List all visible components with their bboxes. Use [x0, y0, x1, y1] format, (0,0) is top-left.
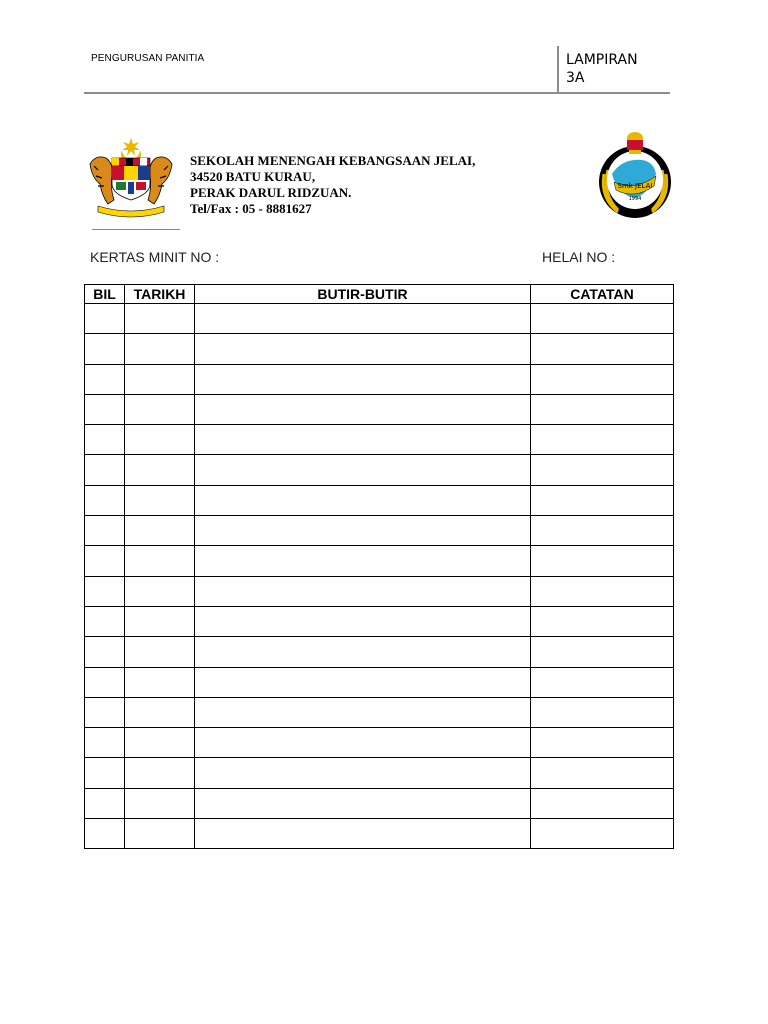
malaysia-coat-of-arms-icon [84, 136, 178, 220]
catatan-cell[interactable] [531, 364, 674, 394]
butir-butir-cell[interactable] [195, 425, 531, 455]
tarikh-cell[interactable] [125, 516, 195, 546]
tarikh-cell[interactable] [125, 546, 195, 576]
tarikh-cell[interactable] [125, 394, 195, 424]
bil-cell[interactable] [85, 758, 125, 788]
catatan-cell[interactable] [531, 304, 674, 334]
butir-butir-cell[interactable] [195, 455, 531, 485]
butir-butir-cell[interactable] [195, 788, 531, 818]
catatan-cell[interactable] [531, 819, 674, 849]
table-row [85, 334, 674, 364]
butir-butir-cell[interactable] [195, 606, 531, 636]
table-row [85, 546, 674, 576]
table-row [85, 637, 674, 667]
tarikh-cell[interactable] [125, 576, 195, 606]
school-postcode-town: 34520 BATU KURAU, [190, 169, 316, 184]
tarikh-cell[interactable] [125, 425, 195, 455]
table-row [85, 606, 674, 636]
school-emblem-icon [594, 124, 676, 224]
table-row [85, 485, 674, 515]
bil-cell[interactable] [85, 637, 125, 667]
bil-cell[interactable] [85, 576, 125, 606]
table-row [85, 576, 674, 606]
butir-butir-cell[interactable] [195, 576, 531, 606]
table-row [85, 364, 674, 394]
table-row [85, 516, 674, 546]
table-row [85, 394, 674, 424]
butir-butir-cell[interactable] [195, 667, 531, 697]
catatan-cell[interactable] [531, 606, 674, 636]
school-emblem-text: Smk JELAI [617, 182, 653, 190]
bil-cell[interactable] [85, 394, 125, 424]
crest-underline [92, 229, 180, 230]
tarikh-cell[interactable] [125, 364, 195, 394]
catatan-cell[interactable] [531, 455, 674, 485]
school-emblem-year: 1994 [628, 196, 642, 202]
school-address [190, 153, 475, 217]
table-body [85, 304, 674, 849]
butir-butir-cell[interactable] [195, 728, 531, 758]
bil-cell[interactable] [85, 788, 125, 818]
catatan-cell[interactable] [531, 637, 674, 667]
bil-cell[interactable] [85, 546, 125, 576]
sheet-number-label: HELAI NO : [542, 249, 616, 265]
catatan-cell[interactable] [531, 394, 674, 424]
butir-butir-cell[interactable] [195, 364, 531, 394]
bil-cell[interactable] [85, 364, 125, 394]
tarikh-cell[interactable] [125, 637, 195, 667]
bil-cell[interactable] [85, 667, 125, 697]
butir-butir-cell[interactable] [195, 819, 531, 849]
minute-paper-number-label: KERTAS MINIT NO : [90, 249, 220, 265]
tarikh-cell[interactable] [125, 697, 195, 727]
tarikh-cell[interactable] [125, 667, 195, 697]
table-header-row [85, 285, 674, 304]
column-header-tarikh: TARIKH [125, 285, 195, 304]
butir-butir-cell[interactable] [195, 485, 531, 515]
bil-cell[interactable] [85, 516, 125, 546]
table-row [85, 455, 674, 485]
tarikh-cell[interactable] [125, 485, 195, 515]
bil-cell[interactable] [85, 425, 125, 455]
bil-cell[interactable] [85, 485, 125, 515]
column-header-catatan: CATATAN [531, 285, 674, 304]
catatan-cell[interactable] [531, 334, 674, 364]
catatan-cell[interactable] [531, 485, 674, 515]
bil-cell[interactable] [85, 304, 125, 334]
butir-butir-cell[interactable] [195, 516, 531, 546]
minutes-table [84, 284, 674, 849]
column-header-bil: BIL [85, 285, 125, 304]
catatan-cell[interactable] [531, 728, 674, 758]
table-row [85, 425, 674, 455]
school-name: SEKOLAH MENENGAH KEBANGSAAN JELAI, [190, 153, 476, 168]
butir-butir-cell[interactable] [195, 334, 531, 364]
catatan-cell[interactable] [531, 697, 674, 727]
catatan-cell[interactable] [531, 516, 674, 546]
bil-cell[interactable] [85, 334, 125, 364]
bil-cell[interactable] [85, 697, 125, 727]
column-header-butir-butir: BUTIR-BUTIR [195, 285, 531, 304]
school-telfax: Tel/Fax : 05 - 8881627 [190, 201, 312, 216]
header-vertical-rule [557, 46, 559, 92]
tarikh-cell[interactable] [125, 606, 195, 636]
catatan-cell[interactable] [531, 546, 674, 576]
school-state: PERAK DARUL RIDZUAN. [190, 185, 352, 200]
tarikh-cell[interactable] [125, 758, 195, 788]
catatan-cell[interactable] [531, 667, 674, 697]
butir-butir-cell[interactable] [195, 758, 531, 788]
tarikh-cell[interactable] [125, 334, 195, 364]
tarikh-cell[interactable] [125, 304, 195, 334]
butir-butir-cell[interactable] [195, 637, 531, 667]
catatan-cell[interactable] [531, 576, 674, 606]
catatan-cell[interactable] [531, 425, 674, 455]
bil-cell[interactable] [85, 606, 125, 636]
butir-butir-cell[interactable] [195, 546, 531, 576]
bil-cell[interactable] [85, 819, 125, 849]
tarikh-cell[interactable] [125, 455, 195, 485]
catatan-cell[interactable] [531, 788, 674, 818]
tarikh-cell[interactable] [125, 788, 195, 818]
catatan-cell[interactable] [531, 758, 674, 788]
bil-cell[interactable] [85, 455, 125, 485]
tarikh-cell[interactable] [125, 819, 195, 849]
header-title: PENGURUSAN PANITIA [91, 53, 205, 64]
butir-butir-cell[interactable] [195, 304, 531, 334]
table-row [85, 788, 674, 818]
butir-butir-cell[interactable] [195, 394, 531, 424]
table-row [85, 304, 674, 334]
tarikh-cell[interactable] [125, 728, 195, 758]
table-row [85, 819, 674, 849]
table-row [85, 697, 674, 727]
table-row [85, 667, 674, 697]
bil-cell[interactable] [85, 728, 125, 758]
appendix-label: LAMPIRAN 3A [566, 52, 638, 86]
butir-butir-cell[interactable] [195, 697, 531, 727]
header-rule [84, 92, 670, 94]
table-row [85, 728, 674, 758]
table-row [85, 758, 674, 788]
